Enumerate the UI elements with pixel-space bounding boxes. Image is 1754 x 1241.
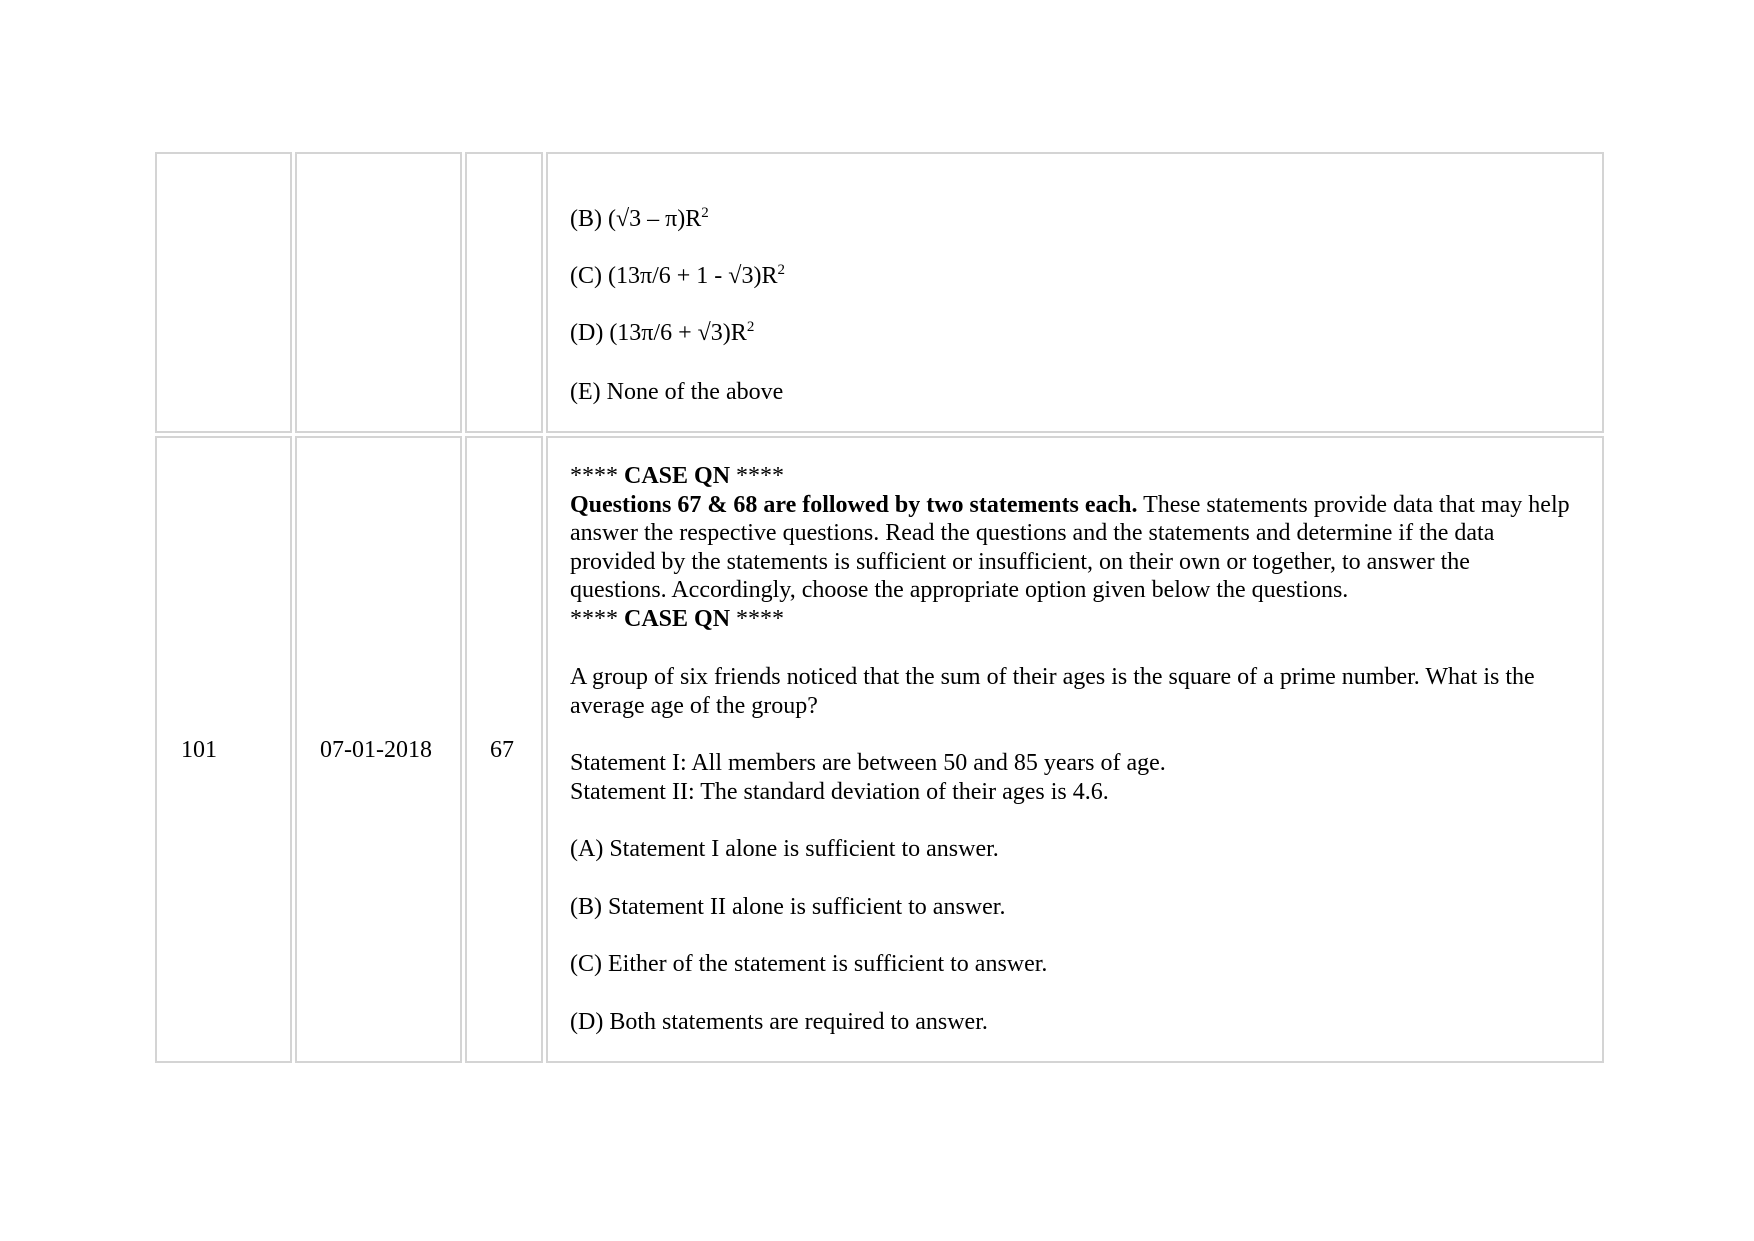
case-marker-top: **** CASE QN **** [570, 463, 785, 489]
statements [570, 749, 1572, 806]
option-d: (D) Both statements are required to answer. [570, 1009, 988, 1035]
option-b: (B) Statement II alone is sufficient to answer. [570, 894, 1006, 920]
table-cell-qno-continued [465, 152, 543, 433]
table-cell-serial [155, 436, 292, 1063]
table-cell-date-continued [295, 152, 462, 433]
table-cell-question [546, 436, 1604, 1063]
option-a: (A) Statement I alone is sufficient to answer. [570, 836, 999, 862]
table-cell-qno [465, 436, 543, 1063]
statement-1: Statement I: All members are between 50 and 85 years of age. [570, 750, 1166, 776]
table-cell-serial-continued [155, 152, 292, 433]
table-cell-question-continued [546, 152, 1604, 433]
serial-number: 101 [181, 737, 217, 763]
option-d: (D) $(13\pi/6 + √3)R^2$ [570, 319, 755, 346]
case-block [570, 462, 1572, 633]
option-c: (C) Either of the statement is sufficient to answer. [570, 951, 1048, 977]
option-e: (E) None of the above [570, 379, 784, 405]
case-marker-bottom: **** CASE QN **** [570, 605, 785, 632]
question-text: A group of six friends noticed that the sum of their ages is the square of a prime number. What is the average age of the group? [570, 664, 1535, 719]
statement-2: Statement II: The standard deviation of their ages is 4.6. [570, 778, 1109, 805]
option-c: (C) $(13\pi/6 + 1 - √3)R^2$ [570, 262, 785, 289]
option-b: (B) $(√3 - \pi)R^2$ [570, 205, 709, 232]
question-number: 67 [490, 737, 514, 763]
table-cell-date [295, 436, 462, 1063]
case-intro: Questions 67 & 68 are followed by two statements each. These statements provide data that may help answer the respective questions. Read the questions and the statements and determine if the data provided by the statements is sufficient or insufficient, on their own or together, to answer the questions. Accordingly, choose the appropriate option given below the questions. [570, 491, 1570, 603]
exam-date: 07-01-2018 [320, 737, 432, 763]
